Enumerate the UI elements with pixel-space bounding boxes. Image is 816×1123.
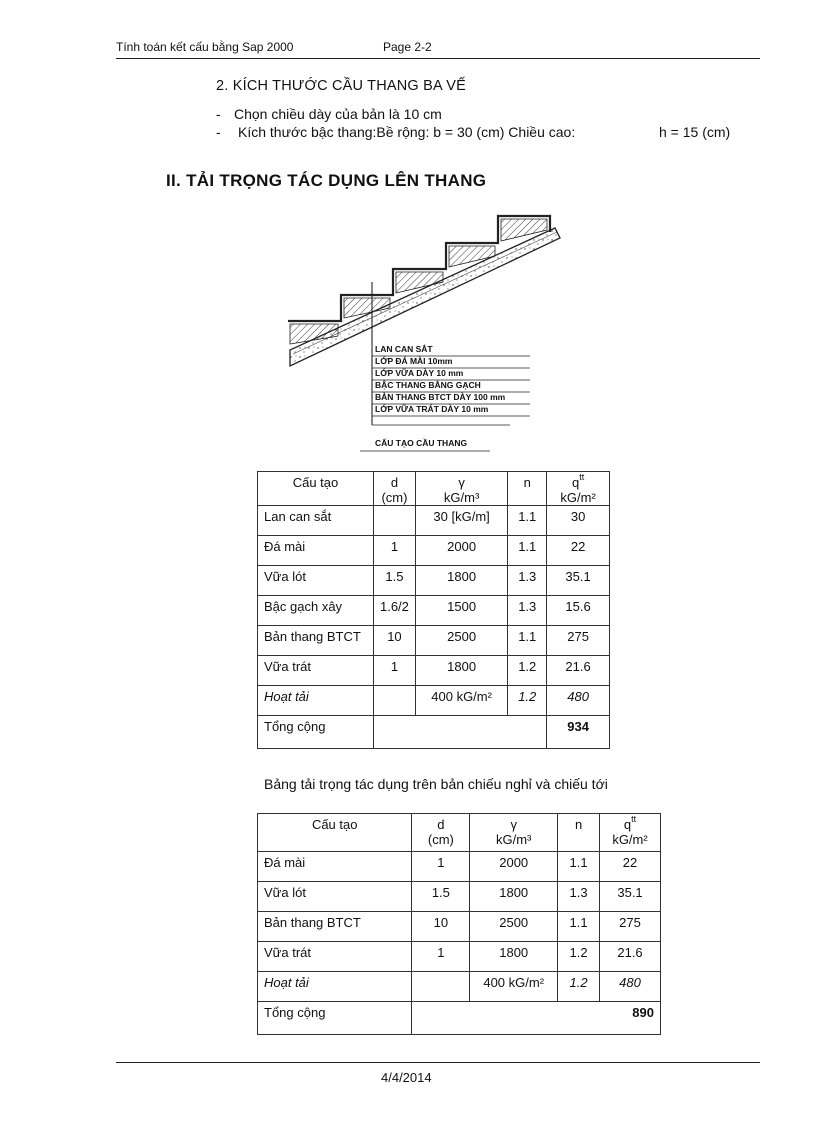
cell-structure: Vữa trát <box>258 656 374 686</box>
cell-thickness <box>373 686 415 716</box>
cell-total-spacer <box>373 716 546 749</box>
col-header-factor: n <box>508 472 547 506</box>
cell-density: 1800 <box>470 942 558 972</box>
cell-thickness: 1 <box>373 656 415 686</box>
cell-total-label: Tổng cộng <box>258 1002 412 1035</box>
col-header-thickness: d (cm) <box>373 472 415 506</box>
cell-structure: Vữa lót <box>258 882 412 912</box>
table-row <box>258 596 610 626</box>
cell-load: 21.6 <box>600 942 661 972</box>
bullet-text-step-height: h = 15 (cm) <box>659 124 731 140</box>
cell-factor: 1.2 <box>508 686 547 716</box>
header-page-number: Page 2-2 <box>383 40 432 54</box>
col-header-structure: Cấu tạo <box>258 472 374 506</box>
cell-thickness: 1.6/2 <box>373 596 415 626</box>
header-rule <box>116 58 760 59</box>
cell-density: 2000 <box>470 852 558 882</box>
cell-density: 30 [kG/m] <box>415 506 507 536</box>
cell-thickness: 1 <box>373 536 415 566</box>
cell-load: 21.6 <box>547 656 610 686</box>
load-table-stair <box>257 471 610 749</box>
cell-structure: Vữa trát <box>258 942 412 972</box>
cell-load: 480 <box>547 686 610 716</box>
cell-total-value: 890 <box>412 1002 661 1035</box>
cell-structure: Bậc gạch xây <box>258 596 374 626</box>
cell-thickness: 1.5 <box>412 882 470 912</box>
cell-density: 1800 <box>415 566 507 596</box>
cell-density: 2500 <box>415 626 507 656</box>
bullet-marker: - <box>216 124 221 140</box>
cell-structure: Bản thang BTCT <box>258 912 412 942</box>
cell-thickness <box>373 506 415 536</box>
table-row-live-load <box>258 686 610 716</box>
section-heading-loads: II. TẢI TRỌNG TÁC DỤNG LÊN THANG <box>166 171 487 190</box>
cell-factor: 1.1 <box>508 626 547 656</box>
cell-load: 275 <box>547 626 610 656</box>
cell-structure: Hoạt tải <box>258 972 412 1002</box>
cell-structure: Vữa lót <box>258 566 374 596</box>
cell-density: 1500 <box>415 596 507 626</box>
cell-thickness: 1 <box>412 942 470 972</box>
table-row <box>258 536 610 566</box>
cell-thickness <box>412 972 470 1002</box>
cell-load: 15.6 <box>547 596 610 626</box>
cell-total-label: Tổng cộng <box>258 716 374 749</box>
table-row <box>258 882 661 912</box>
table-row <box>258 626 610 656</box>
cell-factor: 1.3 <box>508 566 547 596</box>
cell-thickness: 1 <box>412 852 470 882</box>
cell-load: 480 <box>600 972 661 1002</box>
cell-factor: 1.2 <box>558 942 600 972</box>
cell-structure: Đá mài <box>258 852 412 882</box>
cell-thickness: 1.5 <box>373 566 415 596</box>
layer-label: LỚP VỮA DÀY 10 mm <box>375 368 464 378</box>
col-header-density: γ kG/m³ <box>470 814 558 852</box>
cell-factor: 1.1 <box>558 912 600 942</box>
table-row <box>258 506 610 536</box>
layer-label: BẢN THANG BTCT DÀY 100 mm <box>375 392 506 402</box>
cell-factor: 1.1 <box>508 506 547 536</box>
footer-rule <box>116 1062 760 1063</box>
cell-total-value: 934 <box>547 716 610 749</box>
cell-density: 400 kG/m² <box>470 972 558 1002</box>
cell-factor: 1.2 <box>558 972 600 1002</box>
cell-density: 2000 <box>415 536 507 566</box>
layer-label: LỚP ĐÁ MÀI 10mm <box>375 356 453 366</box>
load-table-landing <box>257 813 661 1035</box>
bullet-marker: - <box>216 106 221 122</box>
cell-structure: Lan can sắt <box>258 506 374 536</box>
table-row <box>258 566 610 596</box>
table-header-row <box>258 472 610 506</box>
cell-density: 1800 <box>415 656 507 686</box>
layer-label: LAN CAN SẮT <box>375 344 433 354</box>
table-row-live-load <box>258 972 661 1002</box>
col-header-structure: Cấu tạo <box>258 814 412 852</box>
cell-load: 22 <box>600 852 661 882</box>
col-header-factor: n <box>558 814 600 852</box>
cell-thickness: 10 <box>412 912 470 942</box>
header-title: Tính toán kết cấu bằng Sap 2000 <box>116 40 294 54</box>
bullet-text-step-size: Kích thước bậc thang:Bề rộng: b = 30 (cm) Chiều cao: <box>238 124 576 140</box>
table-row <box>258 942 661 972</box>
cell-factor: 1.3 <box>508 596 547 626</box>
table-row-total <box>258 1002 661 1035</box>
col-header-density: γ kG/m³ <box>415 472 507 506</box>
footer-date: 4/4/2014 <box>381 1070 432 1085</box>
cell-density: 400 kG/m² <box>415 686 507 716</box>
col-header-load: $q^{tt}$ kG/m² <box>547 472 610 506</box>
cell-load: 35.1 <box>547 566 610 596</box>
layer-label: LỚP VỮA TRÁT DÀY 10 mm <box>375 404 489 414</box>
table-row <box>258 912 661 942</box>
cell-load: 30 <box>547 506 610 536</box>
cell-structure: Đá mài <box>258 536 374 566</box>
layer-label: BẬC THANG BẰNG GẠCH <box>375 380 481 390</box>
cell-structure: Hoạt tải <box>258 686 374 716</box>
bullet-text-thickness: Chọn chiều dày của bản là 10 cm <box>234 106 442 122</box>
cell-density: 1800 <box>470 882 558 912</box>
cell-factor: 1.2 <box>508 656 547 686</box>
cell-factor: 1.1 <box>508 536 547 566</box>
table-row <box>258 656 610 686</box>
col-header-thickness: d (cm) <box>412 814 470 852</box>
cell-thickness: 10 <box>373 626 415 656</box>
cell-density: 2500 <box>470 912 558 942</box>
col-header-load: $q^{tt}$ kG/m² <box>600 814 661 852</box>
table-row-total <box>258 716 610 749</box>
table-row <box>258 852 661 882</box>
cell-load: 35.1 <box>600 882 661 912</box>
table2-caption: Bảng tải trọng tác dụng trên bản chiếu nghỉ và chiếu tới <box>264 776 608 792</box>
section-title: 2. KÍCH THƯỚC CẦU THANG BA VẾ <box>216 78 467 94</box>
stair-section-figure <box>280 210 570 460</box>
cell-load: 275 <box>600 912 661 942</box>
figure-caption: CẤU TẠO CẦU THANG <box>375 438 468 448</box>
cell-load: 22 <box>547 536 610 566</box>
cell-factor: 1.1 <box>558 852 600 882</box>
cell-factor: 1.3 <box>558 882 600 912</box>
table-header-row <box>258 814 661 852</box>
cell-structure: Bản thang BTCT <box>258 626 374 656</box>
